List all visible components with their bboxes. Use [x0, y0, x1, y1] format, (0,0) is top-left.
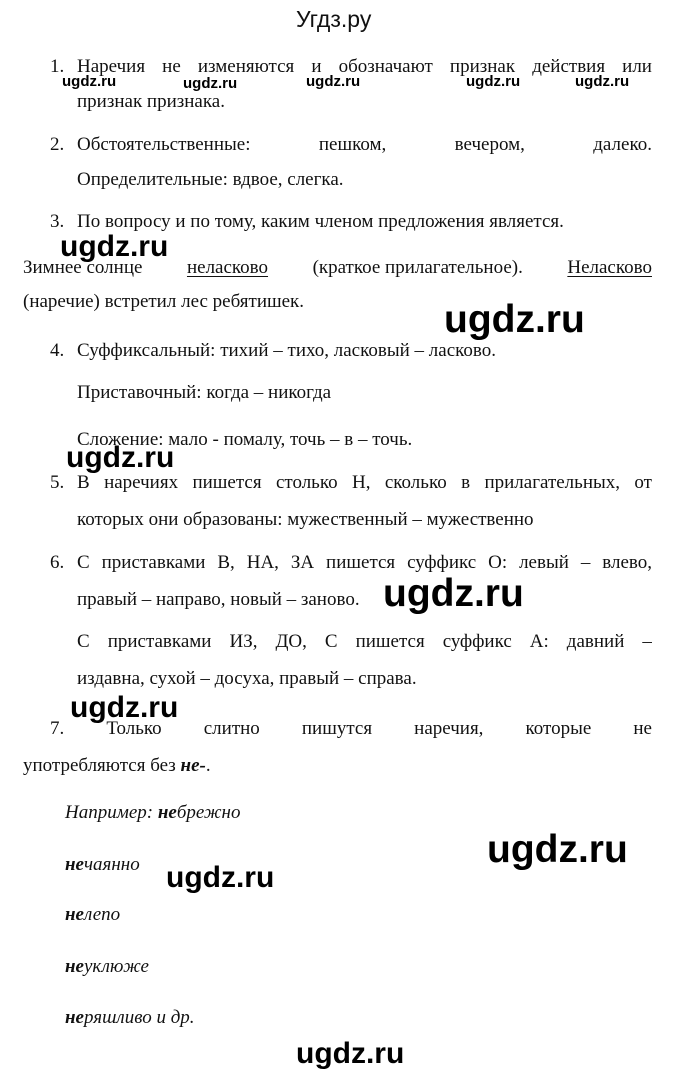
word: ДО,: [275, 631, 307, 652]
word: суффикс: [442, 631, 512, 652]
watermark: ugdz.ru: [383, 572, 524, 615]
word: далеко.: [593, 134, 652, 155]
example-row-3: [65, 904, 120, 926]
word: Наречия: [77, 56, 146, 77]
example-word: уклюже: [83, 956, 149, 977]
word: которые: [525, 718, 592, 739]
example-text: (краткое прилагательное).: [312, 257, 523, 278]
word: левый: [519, 552, 569, 573]
word: от: [634, 472, 652, 493]
item-4-line-3: Сложение: мало - помалу, точь – в – точь.: [77, 429, 413, 450]
word: ЗА: [290, 552, 315, 573]
item-1-number: 1.: [50, 56, 65, 77]
word: С: [77, 552, 90, 573]
word: –: [580, 552, 591, 573]
item-5-line-2: которых они образованы: мужественный – мужественно: [77, 509, 534, 530]
example-lead: Например:: [65, 802, 154, 823]
item-6-number: 6.: [50, 552, 65, 573]
word: или: [622, 56, 652, 77]
word: приставками: [107, 631, 212, 652]
item-4-line-1: Суффиксальный: тихий – тихо, ласковый – ласково.: [77, 340, 496, 361]
word: изменяются: [197, 56, 295, 77]
example-row-4: [65, 956, 149, 978]
word: давний: [566, 631, 625, 652]
word: пишется: [326, 552, 396, 573]
item-1-line-2: признак признака.: [77, 91, 225, 112]
word: О:: [488, 552, 508, 573]
word: обозначают: [338, 56, 433, 77]
watermark: ugdz.ru: [444, 298, 585, 341]
word: вечером,: [454, 134, 525, 155]
word: столько: [275, 472, 338, 493]
bold-prefix: не: [157, 802, 177, 823]
example-word: лепо: [83, 904, 121, 925]
word: и: [311, 56, 322, 77]
bold-prefix: не: [65, 956, 84, 977]
example-text: Зимнее солнце: [23, 257, 143, 278]
word: ИЗ,: [229, 631, 258, 652]
word: наречиях: [104, 472, 179, 493]
example-word: ряшливо и др.: [83, 1007, 195, 1028]
word: приставками: [101, 552, 206, 573]
word: не: [633, 718, 652, 739]
item-3-example-line-2: (наречие) встретил лес ребятишек.: [23, 291, 305, 312]
text: употребляются без: [23, 755, 176, 776]
word: –: [642, 631, 652, 652]
item-2-number: 2.: [50, 134, 65, 155]
example-row-2: [65, 854, 140, 876]
item-7-number: 7.: [50, 718, 65, 739]
item-4-line-2: Приставочный: когда – никогда: [77, 382, 332, 403]
word: С: [324, 631, 338, 652]
word: признак: [449, 56, 516, 77]
item-5-number: 5.: [50, 472, 65, 493]
bold-prefix: не: [65, 1007, 84, 1028]
page-title: Угдз.ру: [296, 6, 372, 32]
watermark: ugdz.ru: [575, 73, 630, 90]
example-word: чаянно: [83, 854, 140, 875]
word: сколько: [384, 472, 447, 493]
item-1-line-1: [77, 55, 652, 79]
item-2-line-2: Определительные: вдвое, слегка.: [77, 169, 344, 190]
watermark: ugdz.ru: [70, 691, 179, 724]
watermark: ugdz.ru: [487, 828, 628, 871]
item-3-line-1: По вопросу и по тому, каким членом предложения является.: [77, 211, 564, 232]
watermark: ugdz.ru: [166, 861, 275, 894]
item-6-line-1: [77, 551, 652, 575]
watermark: ugdz.ru: [62, 73, 117, 90]
word: наречия,: [414, 718, 484, 739]
word: пишутся: [301, 718, 373, 739]
item-7-line-2: [23, 754, 211, 778]
watermark: ugdz.ru: [60, 230, 169, 263]
word: В: [77, 472, 90, 493]
text: .: [205, 755, 211, 776]
bold-prefix: не-: [180, 755, 206, 776]
item-4-number: 4.: [50, 340, 65, 361]
watermark: ugdz.ru: [296, 1037, 405, 1070]
watermark: ugdz.ru: [466, 73, 521, 90]
word: пишется: [192, 472, 262, 493]
underlined-word: Неласково: [567, 257, 652, 278]
watermark: ugdz.ru: [306, 73, 361, 90]
watermark: ugdz.ru: [183, 75, 238, 92]
item-6-line-3: [77, 630, 652, 654]
word: в: [461, 472, 471, 493]
bold-prefix: не: [65, 854, 84, 875]
word: В,: [217, 552, 235, 573]
word: влево,: [602, 552, 652, 573]
underlined-word: неласково: [186, 257, 269, 278]
word: А:: [529, 631, 549, 652]
bold-prefix: не: [65, 904, 84, 925]
word: пишется: [355, 631, 425, 652]
example-row-5: [65, 1007, 195, 1029]
word: не: [162, 56, 181, 77]
watermark: ugdz.ru: [66, 441, 175, 474]
word: слитно: [203, 718, 260, 739]
item-3-number: 3.: [50, 211, 65, 232]
word: Только: [106, 718, 162, 739]
item-6-line-4: издавна, сухой – досуха, правый – справа.: [77, 668, 417, 689]
example-word: брежно: [176, 802, 241, 823]
word: Обстоятельственные:: [77, 134, 251, 155]
word: Н,: [351, 472, 371, 493]
item-2-line-1: [77, 133, 652, 157]
word: С: [77, 631, 90, 652]
word: пешком,: [318, 134, 387, 155]
word: прилагательных,: [484, 472, 621, 493]
word: НА,: [246, 552, 279, 573]
example-row-1: [65, 802, 240, 824]
word: действия: [532, 56, 606, 77]
item-6-line-2: правый – направо, новый – заново.: [77, 589, 360, 610]
word: суффикс: [407, 552, 477, 573]
